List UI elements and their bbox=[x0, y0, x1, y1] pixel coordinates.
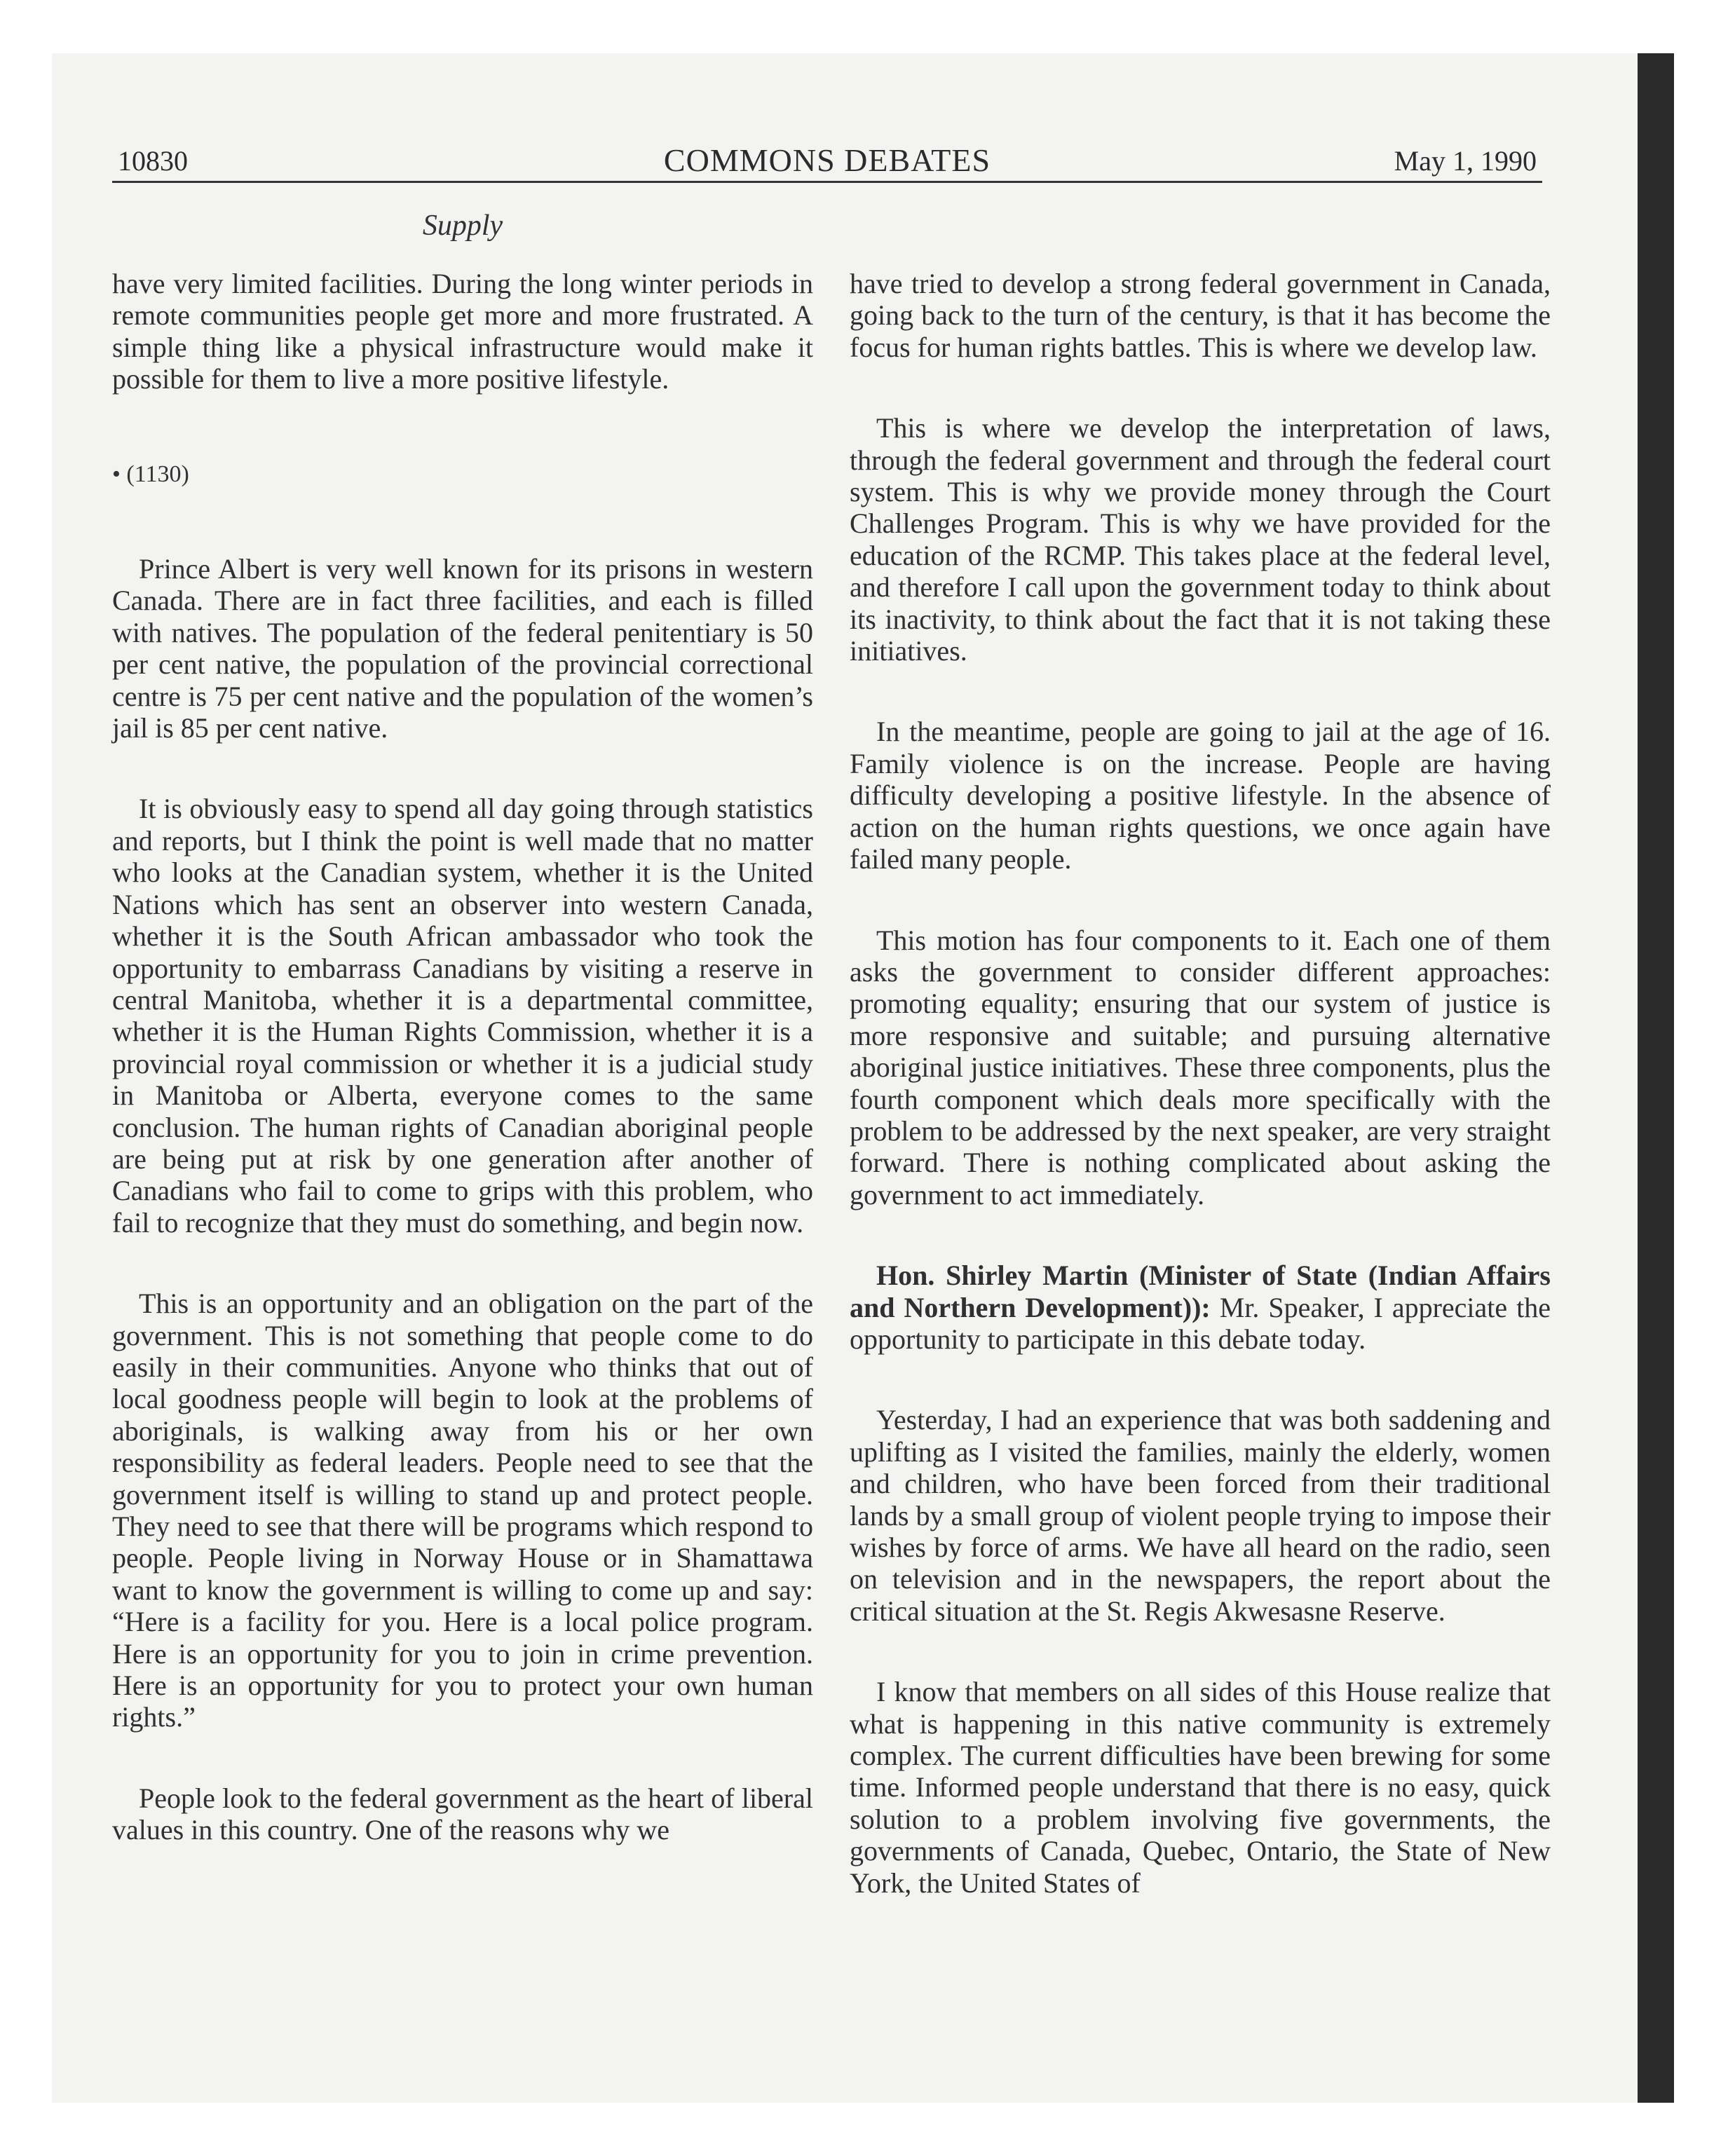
paragraph: People look to the federal government as the heart of liberal values in this country. One of the reasons why we bbox=[112, 1782, 813, 1846]
publication-date: May 1, 1990 bbox=[1394, 145, 1537, 177]
paragraph: This is an opportunity and an obligation on the part of the government. This is not something that people come to do easily in their communities. Anyone who thinks that out of local goodness people will begin to look at the problems of aboriginals, is walking away from his or her own responsibility as federal leaders. People need to see that the government itself is willing to stand up and protect people. They need to see that there will be programs which respond to people. People living in Norway House or in Shamattawa want to know the government is willing to come up and say: “Here is a facility for you. Here is a local police program. Here is an opportunity for you to join in crime prevention. Here is an opportunity for you to protect your own human rights.” bbox=[112, 1288, 813, 1733]
section-title: Supply bbox=[422, 210, 503, 242]
paragraph: have tried to develop a strong federal government in Canada, going back to the turn of the century, is that it has become the focus for human rights battles. This is where we develop law. bbox=[850, 268, 1551, 363]
time-marker: • (1130) bbox=[112, 460, 189, 487]
page-header bbox=[112, 137, 1542, 183]
left-column bbox=[112, 268, 813, 1846]
paragraph: Prince Albert is very well known for its prisons in western Canada. There are in fact three facilities, and each is filled with natives. The population of the federal penitentiary is 50 per cent native, the population of the provincial correctional centre is 75 per cent native and the population of the women’s jail is 85 per cent native. bbox=[112, 553, 813, 744]
paragraph: In the meantime, people are going to jail at the age of 16. Family violence is on the increase. People are having difficulty developing a positive lifestyle. In the absence of action on the human rights questions, we once again have failed many people. bbox=[850, 716, 1551, 875]
speaker-text: Mr. Speaker, I appreciate the opportunity to participate in this debate today. bbox=[850, 1291, 1551, 1355]
right-column bbox=[850, 268, 1551, 1899]
speaker-name: Hon. Shirley Martin (Minister of State (Indian Affairs and Northern Development)): bbox=[850, 1260, 1551, 1323]
paragraph: It is obviously easy to spend all day going through statistics and reports, but I think the point is well made that no matter who looks at the Canadian system, whether it is the United Nations which has sent an observer into western Canada, whether it is the South African ambassador who took the opportunity to embarrass Canadians by visiting a reserve in central Manitoba, whether it is a departmental committee, whether it is the Human Rights Commission, whether it is a provincial royal commission or whether it is a judicial study in Manitoba or Alberta, everyone comes to the same conclusion. The human rights of Canadian aboriginal people are being put at risk by one generation after another of Canadians who fail to come to grips with this problem, who fail to recognize that they must do something, and begin now. bbox=[112, 793, 813, 1239]
publication-title: COMMONS DEBATES bbox=[663, 142, 991, 178]
paragraph: have very limited facilities. During the long winter periods in remote communities people get more and more frustrated. A simple thing like a physical infrastructure would make it possible for them to live a more positive lifestyle. bbox=[112, 268, 813, 395]
scan-edge-bar bbox=[1638, 53, 1674, 2103]
speaker-paragraph bbox=[850, 1260, 1551, 1355]
paragraph: I know that members on all sides of this House realize that what is happening in this native community is extremely complex. The current difficulties have been brewing for some time. Informed people understand that there is no easy, quick solution to a problem involving five governments, the governments of Canada, Quebec, Ontario, the State of New York, the United States of bbox=[850, 1676, 1551, 1899]
page-number: 10830 bbox=[118, 145, 188, 177]
paragraph: This is where we develop the interpretation of laws, through the federal government and through the federal court system. This is why we provide money through the Court Challenges Program. This is why we have provided for the education of the RCMP. This takes place at the federal level, and therefore I call upon the government today to think about its inactivity, to think about the fact that it is not taking these initiatives. bbox=[850, 412, 1551, 667]
paragraph: This motion has four components to it. Each one of them asks the government to consider different approaches: promoting equality; ensuring that our system of justice is more responsive and suitable; and pursuing alternative aboriginal justice initiatives. These three components, plus the fourth component which deals more specifically with the problem to be addressed by the next speaker, are very straight forward. There is nothing complicated about asking the government to act immediately. bbox=[850, 924, 1551, 1210]
paragraph: Yesterday, I had an experience that was both saddening and uplifting as I visited the families, mainly the elderly, women and children, who have been forced from their traditional lands by a small group of violent people trying to impose their wishes by force of arms. We have all heard on the radio, seen on television and in the newspapers, the report about the critical situation at the St. Regis Akwesasne Reserve. bbox=[850, 1404, 1551, 1627]
